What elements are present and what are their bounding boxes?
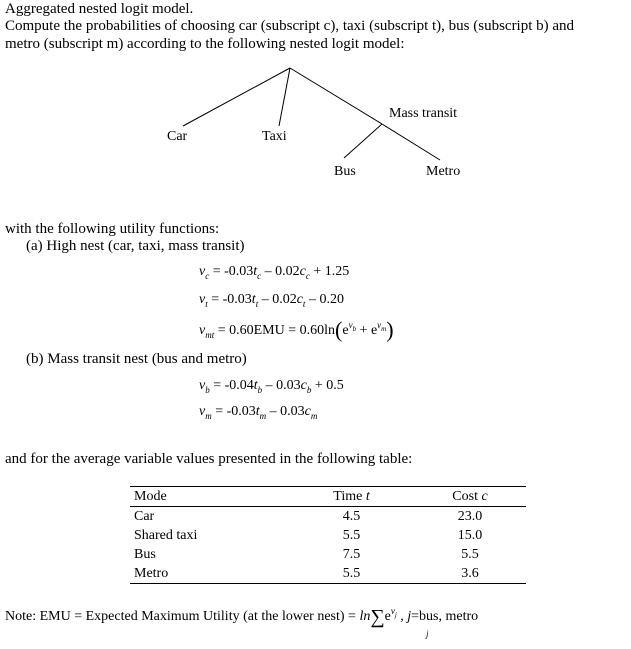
utilities-intro: with the following utility functions:: [5, 221, 220, 237]
cell-cost: 15.0: [457, 528, 483, 543]
cell-time: 4.5: [342, 509, 361, 524]
equation-vt: $v_t = -0.03t_t - 0.02c_t - 0.20$: [199, 292, 344, 309]
emu-note: Note: EMU = Expected Maximum Utility (at the lower nest) = $\ln\sum e^{v_j}$ , j=bus, metro: [5, 606, 479, 628]
title: Aggregated nested logit model.: [5, 1, 194, 17]
cell-cost: 3.6: [414, 564, 526, 584]
header-mode: Mode: [130, 487, 289, 507]
tree-label-metro: Metro: [426, 164, 461, 179]
tree-label-bus: Bus: [334, 164, 356, 179]
tree-label-car: Car: [167, 129, 188, 144]
cell-time: 5.5: [342, 528, 361, 543]
cell-cost: 5.5: [461, 547, 479, 562]
cell-mode: Bus: [134, 547, 156, 562]
branch-taxi: [279, 68, 290, 126]
cell-mode: Car: [134, 509, 155, 524]
table-row: [130, 507, 526, 527]
sum-index-j: j: [426, 629, 429, 639]
table-row: [130, 526, 526, 545]
high-nest-label: (a) High nest (car, taxi, mass transit): [26, 238, 245, 254]
equation-vmt: $v_{mt} = 0.60EMU = 0.60\ln(e^{v_b} + e^{v_m})$: [199, 317, 394, 342]
header-cost: Cost c: [414, 487, 526, 507]
tree-label-taxi: Taxi: [262, 129, 287, 144]
equation-vc: $v_c = -0.03t_c - 0.02c_c + 1.25$: [199, 264, 350, 281]
branch-metro: [382, 124, 440, 160]
variable-values-table: [130, 486, 526, 584]
instruction-line-1: Compute the probabilities of choosing car (subscript c), taxi (subscript t), bus (subscript b) and: [5, 18, 575, 34]
cell-mode: Shared taxi: [134, 528, 198, 543]
tree-label-mass-transit: Mass transit: [389, 106, 458, 121]
table-header-row: [130, 487, 526, 507]
mass-nest-label: (b) Mass transit nest (bus and metro): [26, 351, 247, 367]
branch-car: [183, 68, 290, 126]
cell-time: 7.5: [342, 547, 361, 562]
nest-tree-diagram: [0, 0, 631, 200]
table-row: [130, 545, 526, 564]
instruction-line-2: metro (subscript m) according to the following nested logit model:: [5, 36, 405, 52]
cell-mode: Metro: [130, 564, 289, 584]
equation-vb: $v_b = -0.04t_b - 0.03c_b + 0.5$: [199, 378, 344, 395]
table-row: [130, 564, 526, 584]
equation-vm: $v_m = -0.03t_m - 0.03c_m$: [199, 404, 318, 421]
branch-bus: [344, 124, 382, 158]
cell-cost: 23.0: [457, 509, 483, 524]
branch-mass-transit: [290, 68, 382, 124]
cell-time: 5.5: [289, 564, 414, 584]
header-time: Time t: [289, 487, 414, 507]
table-intro: and for the average variable values presented in the following table:: [5, 451, 413, 467]
